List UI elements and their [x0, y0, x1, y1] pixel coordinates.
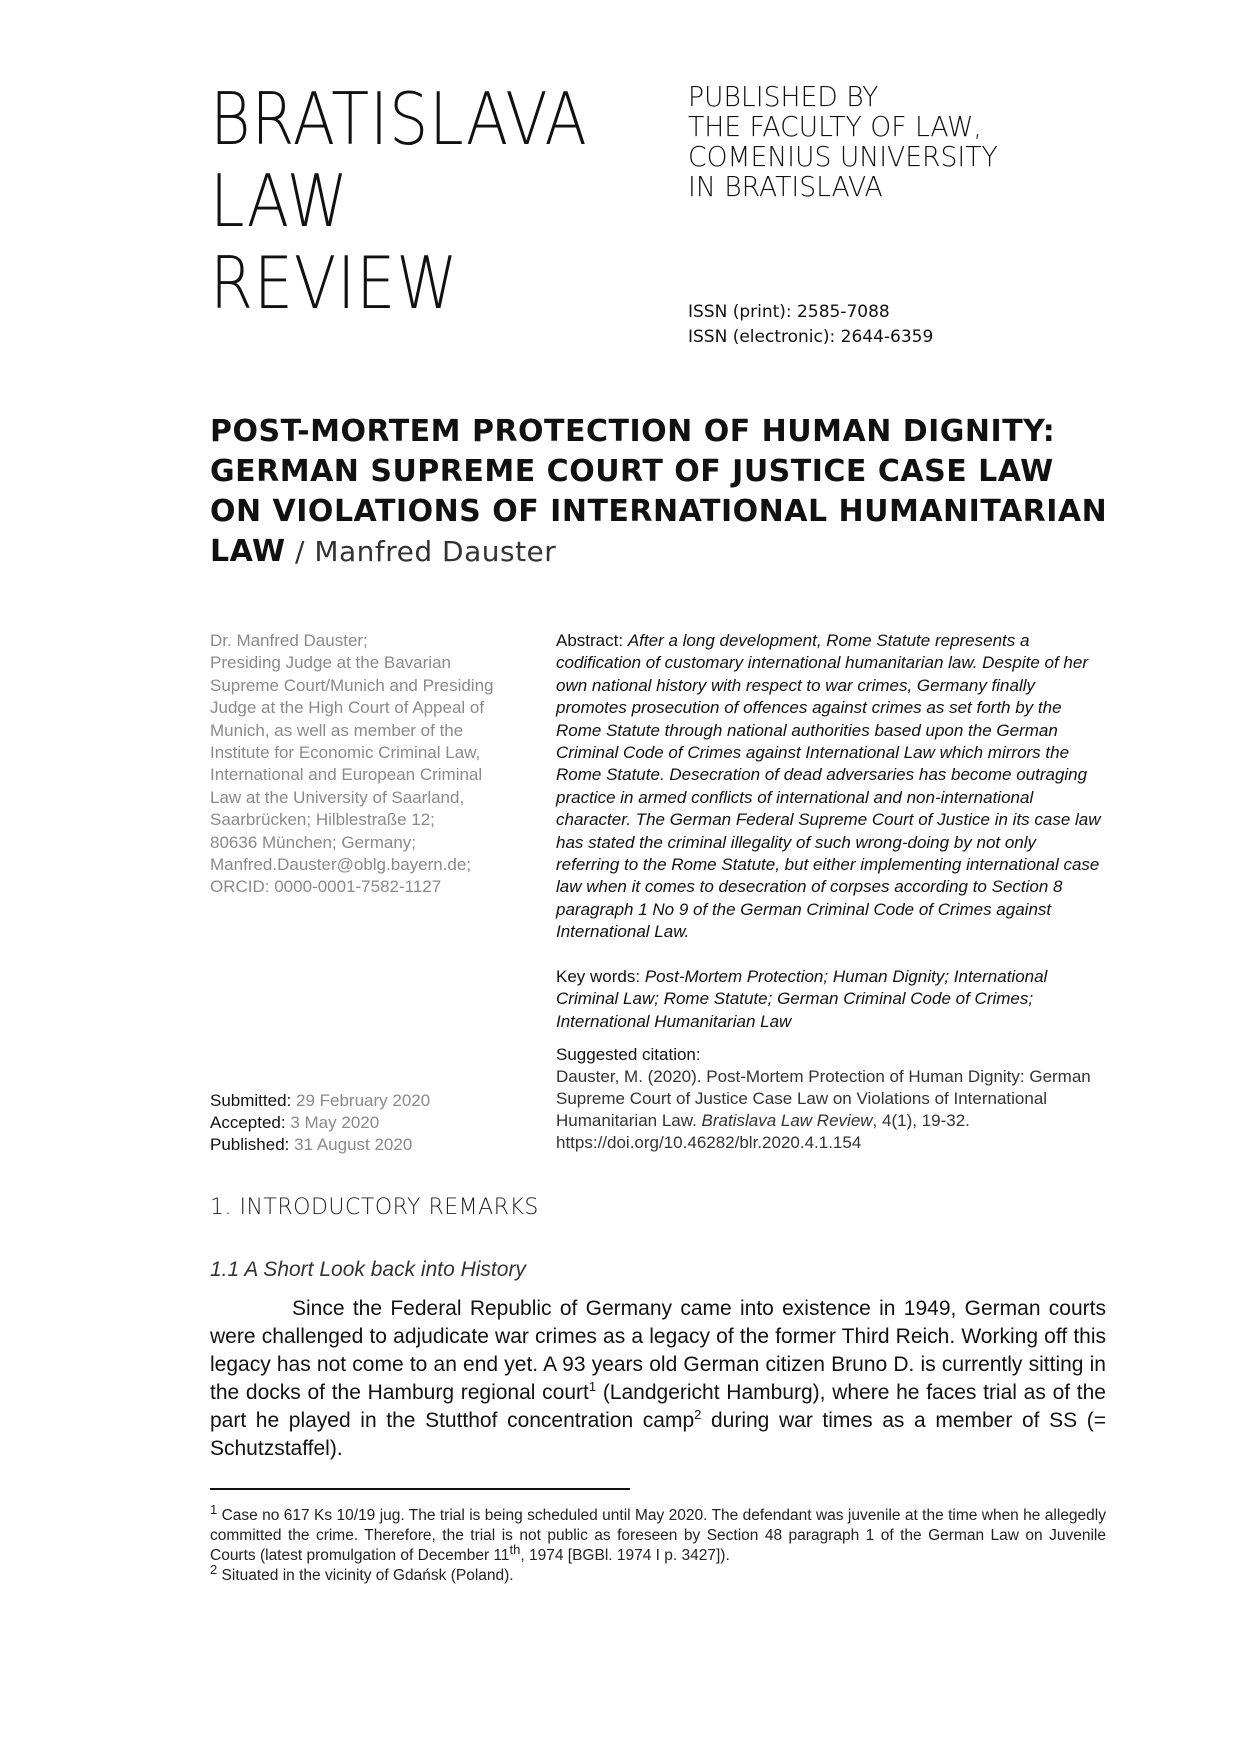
paragraph-text: (Landgericht Hamburg), where he faces trial as of the part he played in the Stutthof concentration camp: [210, 1381, 1106, 1432]
publisher-line-3: COMENIUS UNIVERSITY: [688, 140, 998, 173]
affiliation-line: Munich, as well as member of the: [210, 720, 464, 740]
footnote-1-text-end: , 1974 [BGBl. 1974 I p. 3427]).: [520, 1547, 730, 1564]
footnote-ref-2[interactable]: 2: [694, 1407, 702, 1422]
issn-block: [688, 300, 933, 350]
affiliation-line: International and European Criminal: [210, 765, 483, 785]
affiliation-line: Judge at the High Court of Appeal of: [210, 698, 485, 718]
author-separator: /: [285, 535, 315, 568]
publisher-line-4: IN BRATISLAVA: [688, 170, 883, 203]
keywords: [556, 966, 1101, 1033]
suggested-citation: [556, 1044, 1101, 1154]
article-title-text: POST-MORTEM PROTECTION OF HUMAN DIGNITY: GERMAN SUPREME COURT OF JUSTICE CASE LAW ON VIOLATIONS OF INTERNATIONAL HUMANITARIAN LAW: [210, 414, 1108, 569]
affiliation-line: Dr. Manfred Dauster;: [210, 631, 368, 650]
publisher-block: [688, 82, 1108, 202]
accepted-date: 3 May 2020: [290, 1113, 380, 1132]
author-affiliation: [210, 630, 530, 899]
journal-title-line-1: BRATISLAVA: [210, 77, 588, 161]
footnotes: [210, 1501, 1106, 1586]
published-row: [210, 1134, 430, 1156]
citation-text: Dauster, M. (2020). Post-Mortem Protection of Human Dignity: German Supreme Court of Justice Case Law on Violations of International Humanitarian Law.: [556, 1067, 1091, 1130]
footnote-ref-1[interactable]: 1: [588, 1379, 597, 1394]
footnote-2-mark: 2: [210, 1561, 218, 1577]
affiliation-orcid: ORCID: 0000-0001-7582-1127: [210, 877, 442, 897]
footnote-1: [210, 1501, 1106, 1566]
publisher-line-2: THE FACULTY OF LAW,: [688, 110, 982, 143]
footnote-1-text: Case no 617 Ks 10/19 jug. The trial is being scheduled until May 2020. The defendant was juvenile at the time when he allegedly committed the crime. Therefore, the trial is not public as foreseen by Section 48 paragraph 1 of the German Law on Juvenile Courts (latest promulgation of December 11: [210, 1507, 1106, 1564]
article-title: [210, 412, 1110, 572]
abstract-text: After a long development, Rome Statute represents a codification of customary international humanitarian law. Despite of her own national history with respect to war crimes, Germany finally promotes prosecution of offences against crimes as set forth by the Rome Statute through national authorities based upon the German Criminal Code of Crimes against International Law which mirrors the Rome Statute. Desecration of dead adversaries has become outraging practice in armed conflicts of international and non-international character. The German Federal Supreme Court of Justice in its case law has stated the criminal illegality of such wrong-doing by not only referring to the Rome Statute, but either implementing international case law when it comes to desecration of corpses according to Section 8 paragraph 1 No 9 of the German Criminal Code of Crimes against International Law.: [556, 631, 1101, 942]
article-author: Manfred Dauster: [314, 535, 557, 568]
footnote-divider: [210, 1488, 630, 1490]
published-date: 31 August 2020: [294, 1135, 413, 1154]
journal-title-line-2: LAW: [210, 159, 349, 243]
publisher-line-1: PUBLISHED BY: [688, 80, 879, 113]
submitted-date: 29 February 2020: [296, 1091, 431, 1110]
paragraph-text: Since the Federal Republic of Germany came into existence in 1949, German courts were challenged to adjudicate war crimes as a legacy of the former Third Reich. Working off this legacy has not come to an end yet. A 93 years old German citizen Bruno D. is currently sitting in the docks of the Hamburg regional court: [210, 1297, 1106, 1404]
submitted-label: Submitted:: [210, 1091, 292, 1110]
keywords-text: Post-Mortem Protection; Human Dignity; International Criminal Law; Rome Statute; German Criminal Code of Crimes; International Humanitarian Law: [556, 967, 1048, 1031]
affiliation-line: 80636 München; Germany;: [210, 832, 417, 852]
affiliation-line: Supreme Court/Munich and Presiding: [210, 675, 494, 695]
footnote-1-ordinal: th: [509, 1541, 521, 1557]
section-heading: 1. INTRODUCTORY REMARKS: [210, 1195, 539, 1220]
affiliation-line: Institute for Economic Criminal Law,: [210, 743, 481, 763]
journal-title-line-3: REVIEW: [210, 241, 459, 325]
affiliation-line: Presiding Judge at the Bavarian: [210, 653, 451, 673]
issn-electronic: ISSN (electronic): 2644-6359: [688, 327, 934, 347]
citation-body: [556, 1066, 1101, 1154]
affiliation-email: Manfred.Dauster@oblg.bayern.de;: [210, 855, 472, 875]
footnote-1-mark: 1: [210, 1501, 218, 1517]
footnote-2: [210, 1561, 1106, 1586]
keywords-label: Key words:: [556, 967, 641, 986]
published-label: Published:: [210, 1135, 290, 1154]
affiliation-line: Law at the University of Saarland,: [210, 787, 465, 807]
affiliation-line: Saarbrücken; Hilblestraße 12;: [210, 810, 435, 830]
footnote-2-text: Situated in the vicinity of Gdańsk (Poland).: [217, 1567, 514, 1584]
submitted-row: [210, 1090, 430, 1112]
journal-title: [210, 78, 588, 324]
citation-journal: Bratislava Law Review: [701, 1111, 873, 1130]
abstract-label: Abstract:: [556, 631, 624, 650]
accepted-row: [210, 1112, 430, 1134]
subsection-heading: 1.1 A Short Look back into History: [210, 1258, 526, 1281]
issn-print: ISSN (print): 2585-7088: [688, 302, 890, 322]
accepted-label: Accepted:: [210, 1113, 286, 1132]
submission-dates: [210, 1090, 430, 1156]
citation-label: Suggested citation:: [556, 1045, 701, 1064]
citation-doi[interactable]: , 4(1), 19-32. https://doi.org/10.46282/blr.2020.4.1.154: [556, 1111, 970, 1152]
body-paragraph: [210, 1295, 1106, 1463]
abstract: [556, 630, 1101, 944]
paragraph-text: during war times as a member of SS (= Schutzstaffel).: [210, 1409, 1106, 1460]
